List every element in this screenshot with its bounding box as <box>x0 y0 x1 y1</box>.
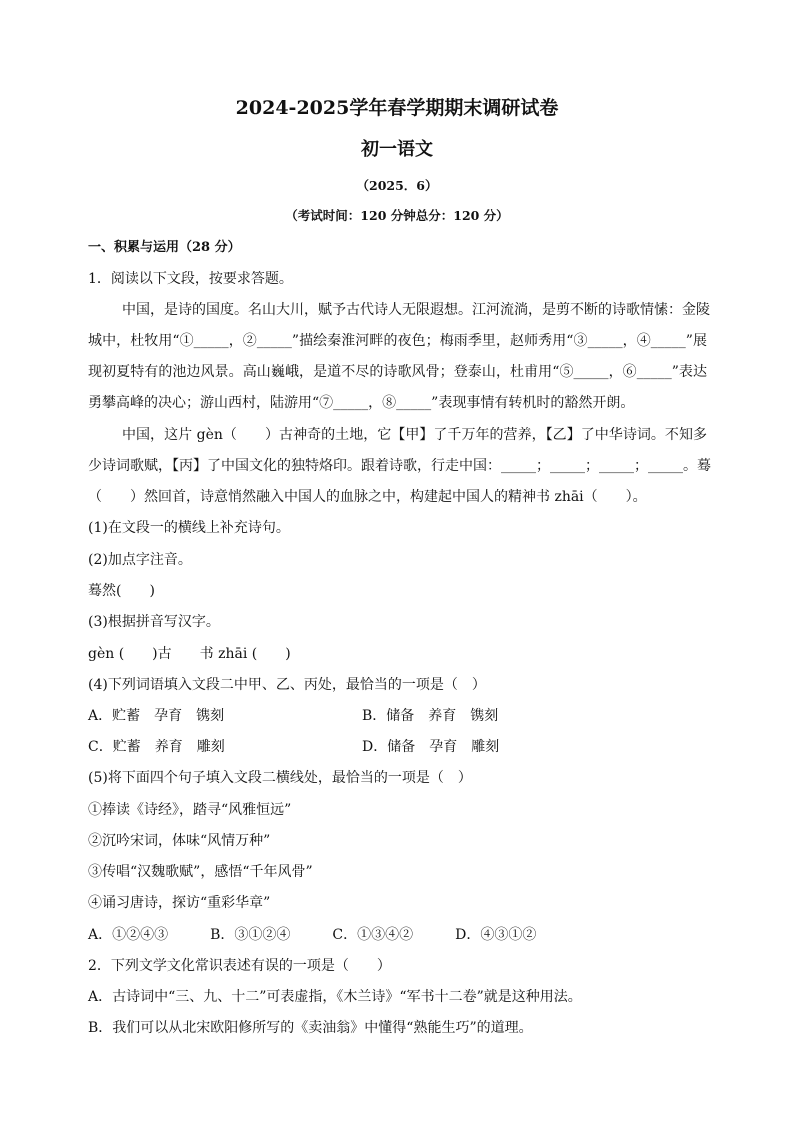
sub-question-item: gèn ( )古 书 zhāi ( ) <box>88 646 291 662</box>
passage-line: （ ）然回首，诗意悄然融入中国人的血脉之中，构建起中国人的精神书 zhāi（ ）。 <box>88 489 647 505</box>
exam-title: 2024-2025学年春学期期末调研试卷 <box>235 97 559 119</box>
sub-question: (5)将下面四个句子填入文段二横线处，最恰当的一项是（ ） <box>88 770 472 786</box>
option-c: C．贮蓄 养育 雕刻 <box>88 739 225 755</box>
sentence-item: ①捧读《诗经》，踏寻“风雅恒远” <box>88 802 292 818</box>
sub-question: (4)下列词语填入文段二中甲、乙、丙处，最恰当的一项是（ ） <box>88 677 486 693</box>
sentence-item: ②沉吟宋词，体味“风情万种” <box>88 833 271 849</box>
answer-options: A．①②④③ B．③①②④ C．①③④② D．④③①② <box>88 927 537 943</box>
subject-title: 初一语文 <box>361 139 433 160</box>
sub-question-item: 蓦然( ) <box>88 583 155 599</box>
section-heading: 一、积累与运用（28 分） <box>88 240 241 255</box>
passage-line: 少诗词歌赋，【丙】了中国文化的独特烙印。跟着诗歌，行走中国：_____；_____；_____；_____。蓦 <box>88 458 711 474</box>
question-stem: 2．下列文学文化常识表述有误的一项是（ ） <box>88 958 391 974</box>
passage-line: 现初夏特有的池边风景。高山巍峨，是道不尽的诗歌风骨；登泰山，杜甫用“⑤_____，⑥_____”表达 <box>88 364 707 380</box>
sentence-item: ④诵习唐诗，探访“重彩华章” <box>88 895 271 911</box>
passage-line: 中国，这片 gèn（ ）古神奇的土地，它【甲】了千万年的营养，【乙】了中华诗词。不知多 <box>122 427 707 443</box>
question-stem: 1．阅读以下文段，按要求答题。 <box>88 271 293 287</box>
exam-date: （2025．6） <box>356 178 438 193</box>
passage-line: 中国，是诗的国度。名山大川，赋予古代诗人无限遐想。江河流淌，是剪不断的诗歌情愫：金陵 <box>122 302 710 318</box>
option-a: A．古诗词中“三、九、十二”可表虚指，《木兰诗》“军书十二卷”就是这种用法。 <box>88 989 582 1005</box>
sub-question: (1)在文段一的横线上补充诗句。 <box>88 520 290 536</box>
option-d: D．储备 孕育 雕刻 <box>362 739 500 755</box>
option-b: B．储备 养育 镌刻 <box>362 708 499 724</box>
sub-question: (3)根据拼音写汉字。 <box>88 614 220 630</box>
passage-line: 勇攀高峰的决心；游山西村，陆游用“⑦_____，⑧_____”表现事情有转机时的豁然开朗。 <box>88 395 635 411</box>
option-b: B．我们可以从北宋欧阳修所写的《卖油翁》中懂得“熟能生巧”的道理。 <box>88 1020 533 1036</box>
sub-question: (2)加点字注音。 <box>88 552 192 568</box>
sentence-item: ③传唱“汉魏歌赋”，感悟“千年风骨” <box>88 864 313 880</box>
exam-info: （考试时间：120 分钟总分：120 分） <box>285 208 509 223</box>
option-a: A．贮蓄 孕育 镌刻 <box>88 708 225 724</box>
passage-line: 城中，杜牧用“①_____，②_____”描绘秦淮河畔的夜色；梅雨季里，赵师秀用“③_____，④_____”展 <box>88 333 707 349</box>
